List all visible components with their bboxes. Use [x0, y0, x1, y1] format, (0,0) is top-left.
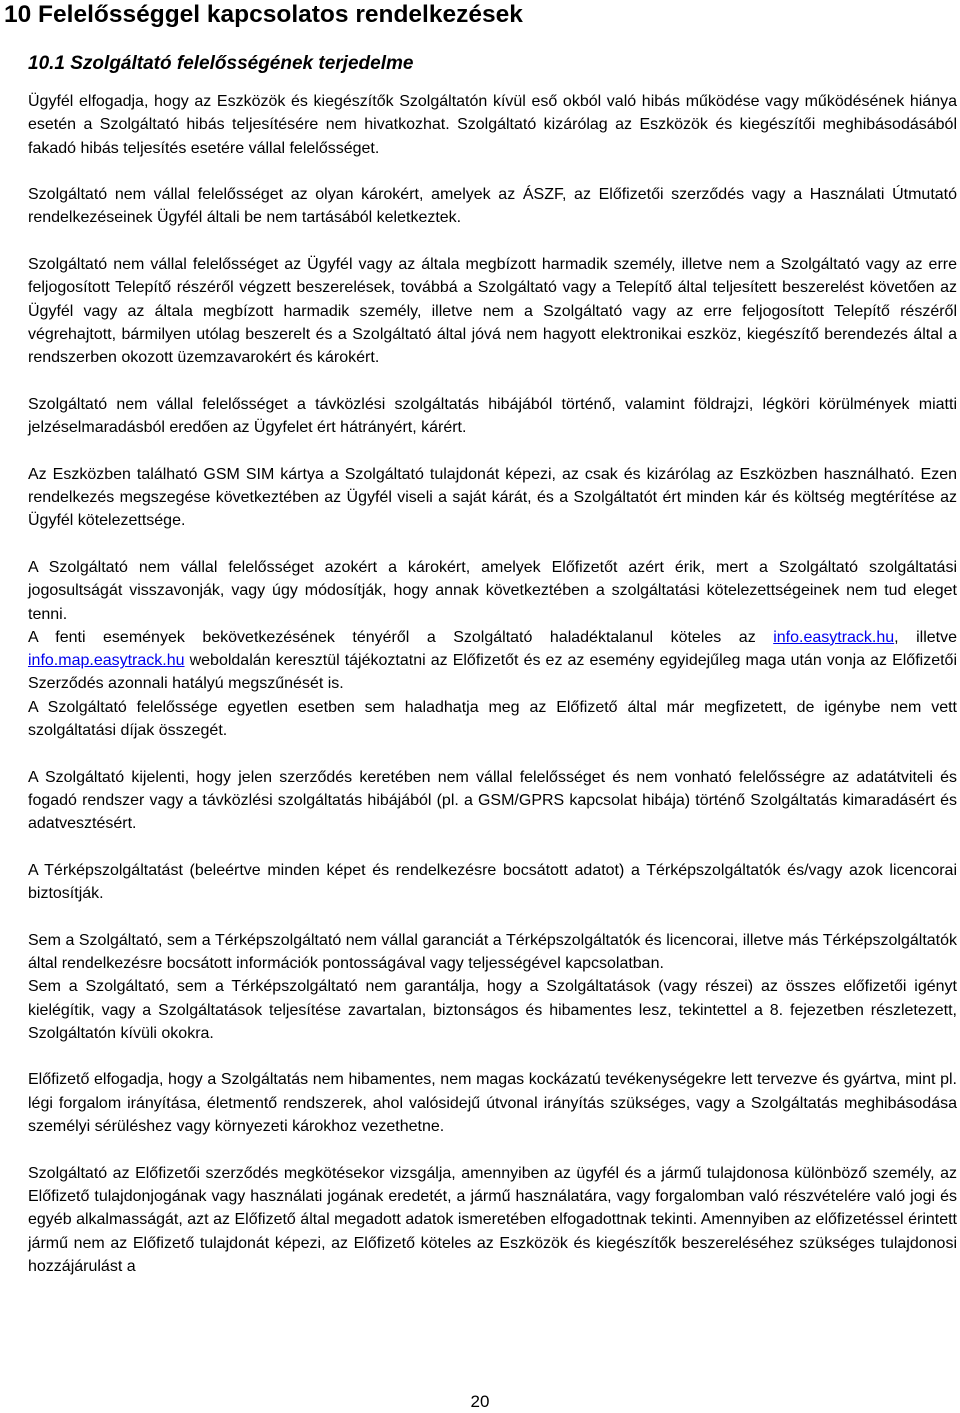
- link-info-map-easytrack[interactable]: info.map.easytrack.hu: [28, 652, 185, 670]
- paragraph-7-text-before: A fenti események bekövetkezésének tényéről a Szolgáltató haladéktalanul köteles az: [28, 628, 774, 646]
- paragraph-7-text-middle: , illetve: [894, 628, 958, 646]
- link-info-easytrack[interactable]: info.easytrack.hu: [773, 628, 895, 646]
- paragraph-9: A Szolgáltató kijelenti, hogy jelen szerződés keretében nem vállal felelősséget és nem vonható felelősségre az adatátviteli és fogadó rendszer vagy a távközlési szolgáltatás hibájából (pl. a GSM/GPRS kapcsolat hibája) történő Szolgáltatás kimaradásért és adatvesztésért.: [28, 768, 957, 833]
- paragraph-6: A Szolgáltató nem vállal felelősséget azokért a károkért, amelyek Előfizetőt azért érik, mert a Szolgáltató szolgáltatási jogosultságát visszavonják, vagy úgy módosítják, hogy annak következtében a szolgáltatási kötelezettségeinek nem tud eleget tenni.: [28, 558, 957, 623]
- paragraph-1: Ügyfél elfogadja, hogy az Eszközök és kiegészítők Szolgáltatón kívül eső okból való hibás működése vagy működésének hiánya esetén a Szolgáltató hibás teljesítésére nem hivatkozhat. Szolgáltató kizárólag az Eszközök és kiegészítői meghibásodásából fakadó hibás teljesítés esetére vállal felelősséget.: [28, 93, 957, 157]
- paragraph-3: Szolgáltató nem vállal felelősséget az Ügyfél vagy az általa megbízott harmadik személy, illetve nem a Szolgáltató vagy az erre feljogosított Telepítő részéről végzett beszerelések, továbbá a Szolgáltató vagy a Telepítő által teljesített beszerelést követően az Ügyfél vagy az általa megbízott harmadik személy, illetve nem a Szolgáltató vagy az erre feljogosított Telepítő részéről végrehajtott, bármilyen utólag beszerelt és a Szolgáltató által jóvá nem hagyott elektronikai eszköz, kiegészítő berendezés által a rendszerben okozott üzemzavarokért és károkért.: [28, 256, 957, 367]
- paragraph-12: Sem a Szolgáltató, sem a Térképszolgáltató nem garantálja, hogy a Szolgáltatások (vagy részei) az összes előfizetői igényt kielégítik, vagy a Szolgáltatások teljesítése zavartalan, biztonságos és hibamentes lesz, tekintettel a 8. fejezetben részletezett, Szolgáltatón kívüli okokra.: [28, 978, 957, 1042]
- paragraph-11: Sem a Szolgáltató, sem a Térképszolgáltató nem vállal garanciát a Térképszolgáltatók és licencorai, illetve más Térképszolgáltatók által rendelkezésre bocsátott információk pontosságával vagy teljességével kapcsolatban.: [28, 931, 957, 972]
- paragraph-5: Az Eszközben található GSM SIM kártya a Szolgáltató tulajdonát képezi, az csak és kizárólag az Eszközben használható. Ezen rendelkezés megszegése következtében az Ügyfél viseli a saját kárát, és a Szolgáltatót ért minden kár és költség megtérítése az Ügyfél kötelezettsége.: [28, 465, 957, 530]
- paragraph-13: Előfizető elfogadja, hogy a Szolgáltatás nem hibamentes, nem magas kockázatú tevékenységekre lett tervezve és gyártva, mint pl. légi forgalom irányítása, életmentő rendszerek, ahol valósidejű útvonal irányítás szükséges, vagy a Szolgáltatás meghibásodása személyi sérüléshez vagy környezeti károkhoz vezethetne.: [28, 1071, 957, 1136]
- paragraph-8: A Szolgáltató felelőssége egyetlen esetben sem haladhatja meg az Előfizető által már megfizetett, de igénybe nem vett szolgáltatási díjak összegét.: [28, 698, 957, 740]
- paragraph-7: [28, 626, 957, 696]
- paragraph-4: Szolgáltató nem vállal felelősséget a távközlési szolgáltatás hibájából történő, valamint földrajzi, légköri körülmények miatti jelzéselmaradásból eredően az Ügyfelet ért hátrányért, kárért.: [28, 395, 957, 437]
- section-heading: 10 Felelősséggel kapcsolatos rendelkezések: [4, 1, 523, 28]
- subsection-heading: 10.1 Szolgáltató felelősségének terjedelme: [28, 53, 414, 74]
- page-number: 20: [470, 1392, 490, 1411]
- paragraph-7-text-after: weboldalán keresztül tájékoztatni az Előfizetőt és ez az esemény egyidejűleg maga után vonja az Előfizetői Szerződés azonnali hatályú megszűnését is.: [28, 652, 957, 693]
- paragraph-10: A Térképszolgáltatást (beleértve minden képet és rendelkezésre bocsátott adatot) a Térképszolgáltatók és/vagy azok licencorai biztosítják.: [28, 861, 957, 903]
- paragraph-14: Szolgáltató az Előfizetői szerződés megkötésekor vizsgálja, amennyiben az ügyfél és a jármű tulajdonosa különböző személy, az Előfizető tulajdonjogának vagy használati jogának eredetét, a jármű használatára, vagy forgalomban való részvételére való jogi és egyéb alkalmasságát, azt az Előfizető által megadott adatok ismeretében elfogadottnak tekinti. Amennyiben az előfizetéssel érintett jármű nem az Előfizető tulajdonát képezi, az Előfizető köteles az Eszközök és kiegészítők beszereléséhez szükséges tulajdonosi hozzájárulást a: [28, 1164, 957, 1275]
- document-body: [28, 90, 957, 1278]
- paragraph-2: Szolgáltató nem vállal felelősséget az olyan károkért, amelyek az ÁSZF, az Előfizetői szerződés vagy a Használati Útmutató rendelkezéseinek Ügyfél általi be nem tartásából keletkeztek.: [28, 186, 957, 227]
